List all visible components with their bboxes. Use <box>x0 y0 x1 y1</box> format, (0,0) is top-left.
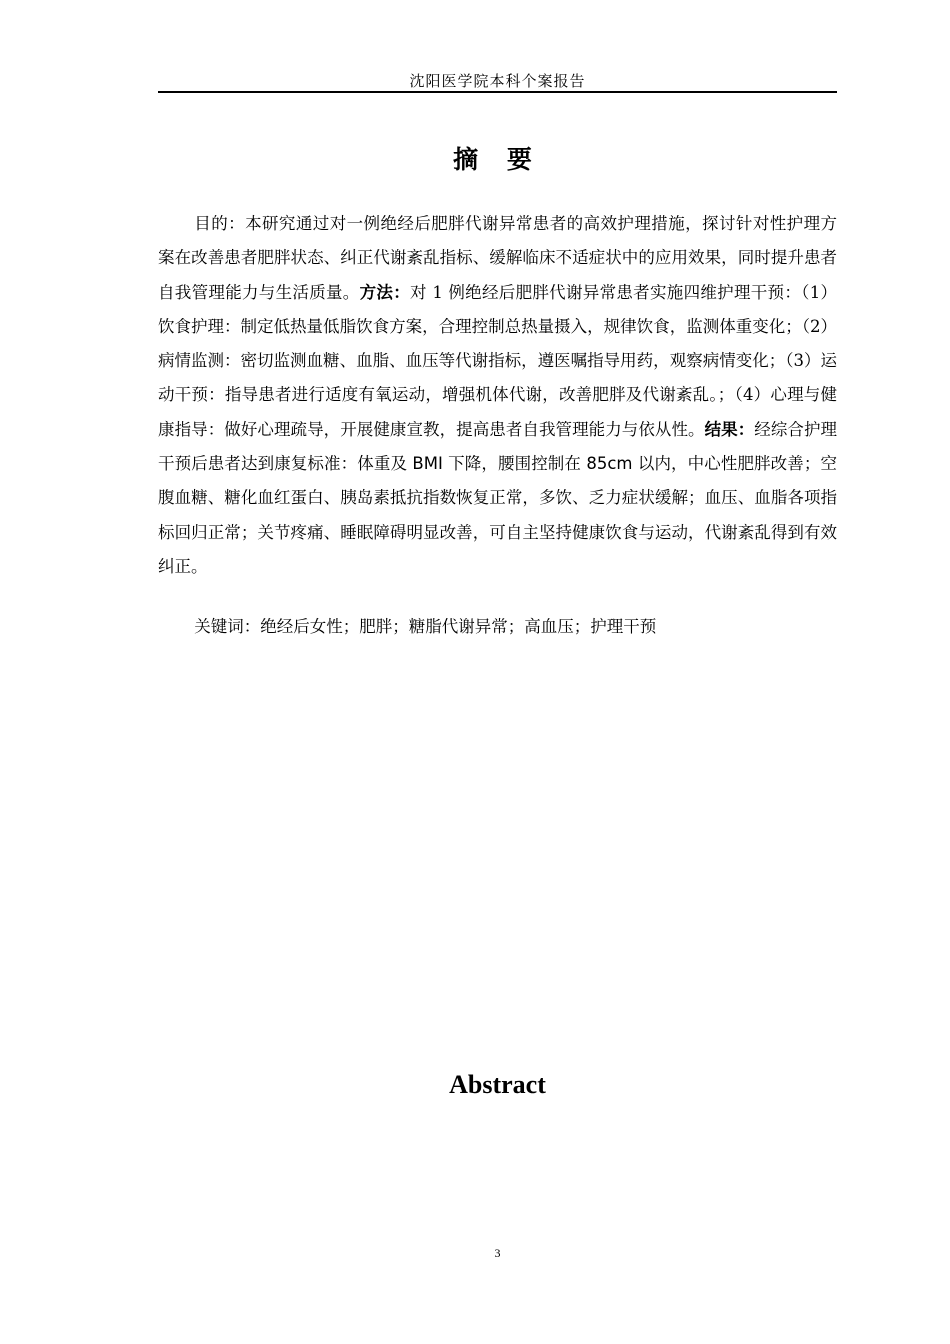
abstract-title-cn: 摘 要 <box>453 145 542 174</box>
method-text: 对 1 例绝经后肥胖代谢异常患者实施四维护理干预：（1）饮食护理：制定低热量低脂饮食方案，合理控制总热量摄入，规律饮食，监测体重变化；（2）病情监测：密切监测血糖、血脂、血压等代谢指标，遵医嘱指导用药，观察病情变化；（3）运动干预：指导患者进行适度有氧运动，增强机体代谢，改善肥胖及代谢紊乱。；（4）心理与健康指导：做好心理疏导，开展健康宣教，提高患者自我管理能力与依从性。 <box>158 282 838 439</box>
objective-text: ：本研究通过对一例绝经后肥胖代谢异常患者的高效护理措施，探讨针对性护理方案在改善患者肥胖状态、纠正代谢紊乱指标、缓解临床不适症状中的应用效果，同时提升患者自我管理能力与生活质量。 <box>158 214 838 302</box>
abstract-body-cn <box>158 207 837 584</box>
abstract-title-en: Abstract <box>449 1070 546 1099</box>
running-header: 沈阳医学院本科个案报告 <box>409 72 586 90</box>
method-label: 方法： <box>359 282 410 302</box>
result-text: 经综合护理干预后患者达到康复标准：体重及 BMI 下降，腰围控制在 85cm 以内，中心性肥胖改善；空腹血糖、糖化血红蛋白、胰岛素抵抗指数恢复正常，多饮、乏力症状缓解；血压、血脂各项指标回归正常；关节疼痛、睡眠障碍明显改善，可自主坚持健康饮食与运动，代谢紊乱得到有效纠正。 <box>158 419 837 576</box>
header-rule <box>158 91 837 93</box>
abstract-paragraph <box>158 207 837 584</box>
keywords-cn: 关键词：绝经后女性；肥胖；糖脂代谢异常；高血压；护理干预 <box>194 617 657 636</box>
result-label: 结果： <box>704 419 755 439</box>
page-number: 3 <box>494 1246 501 1260</box>
objective-label: 目的 <box>194 214 229 233</box>
